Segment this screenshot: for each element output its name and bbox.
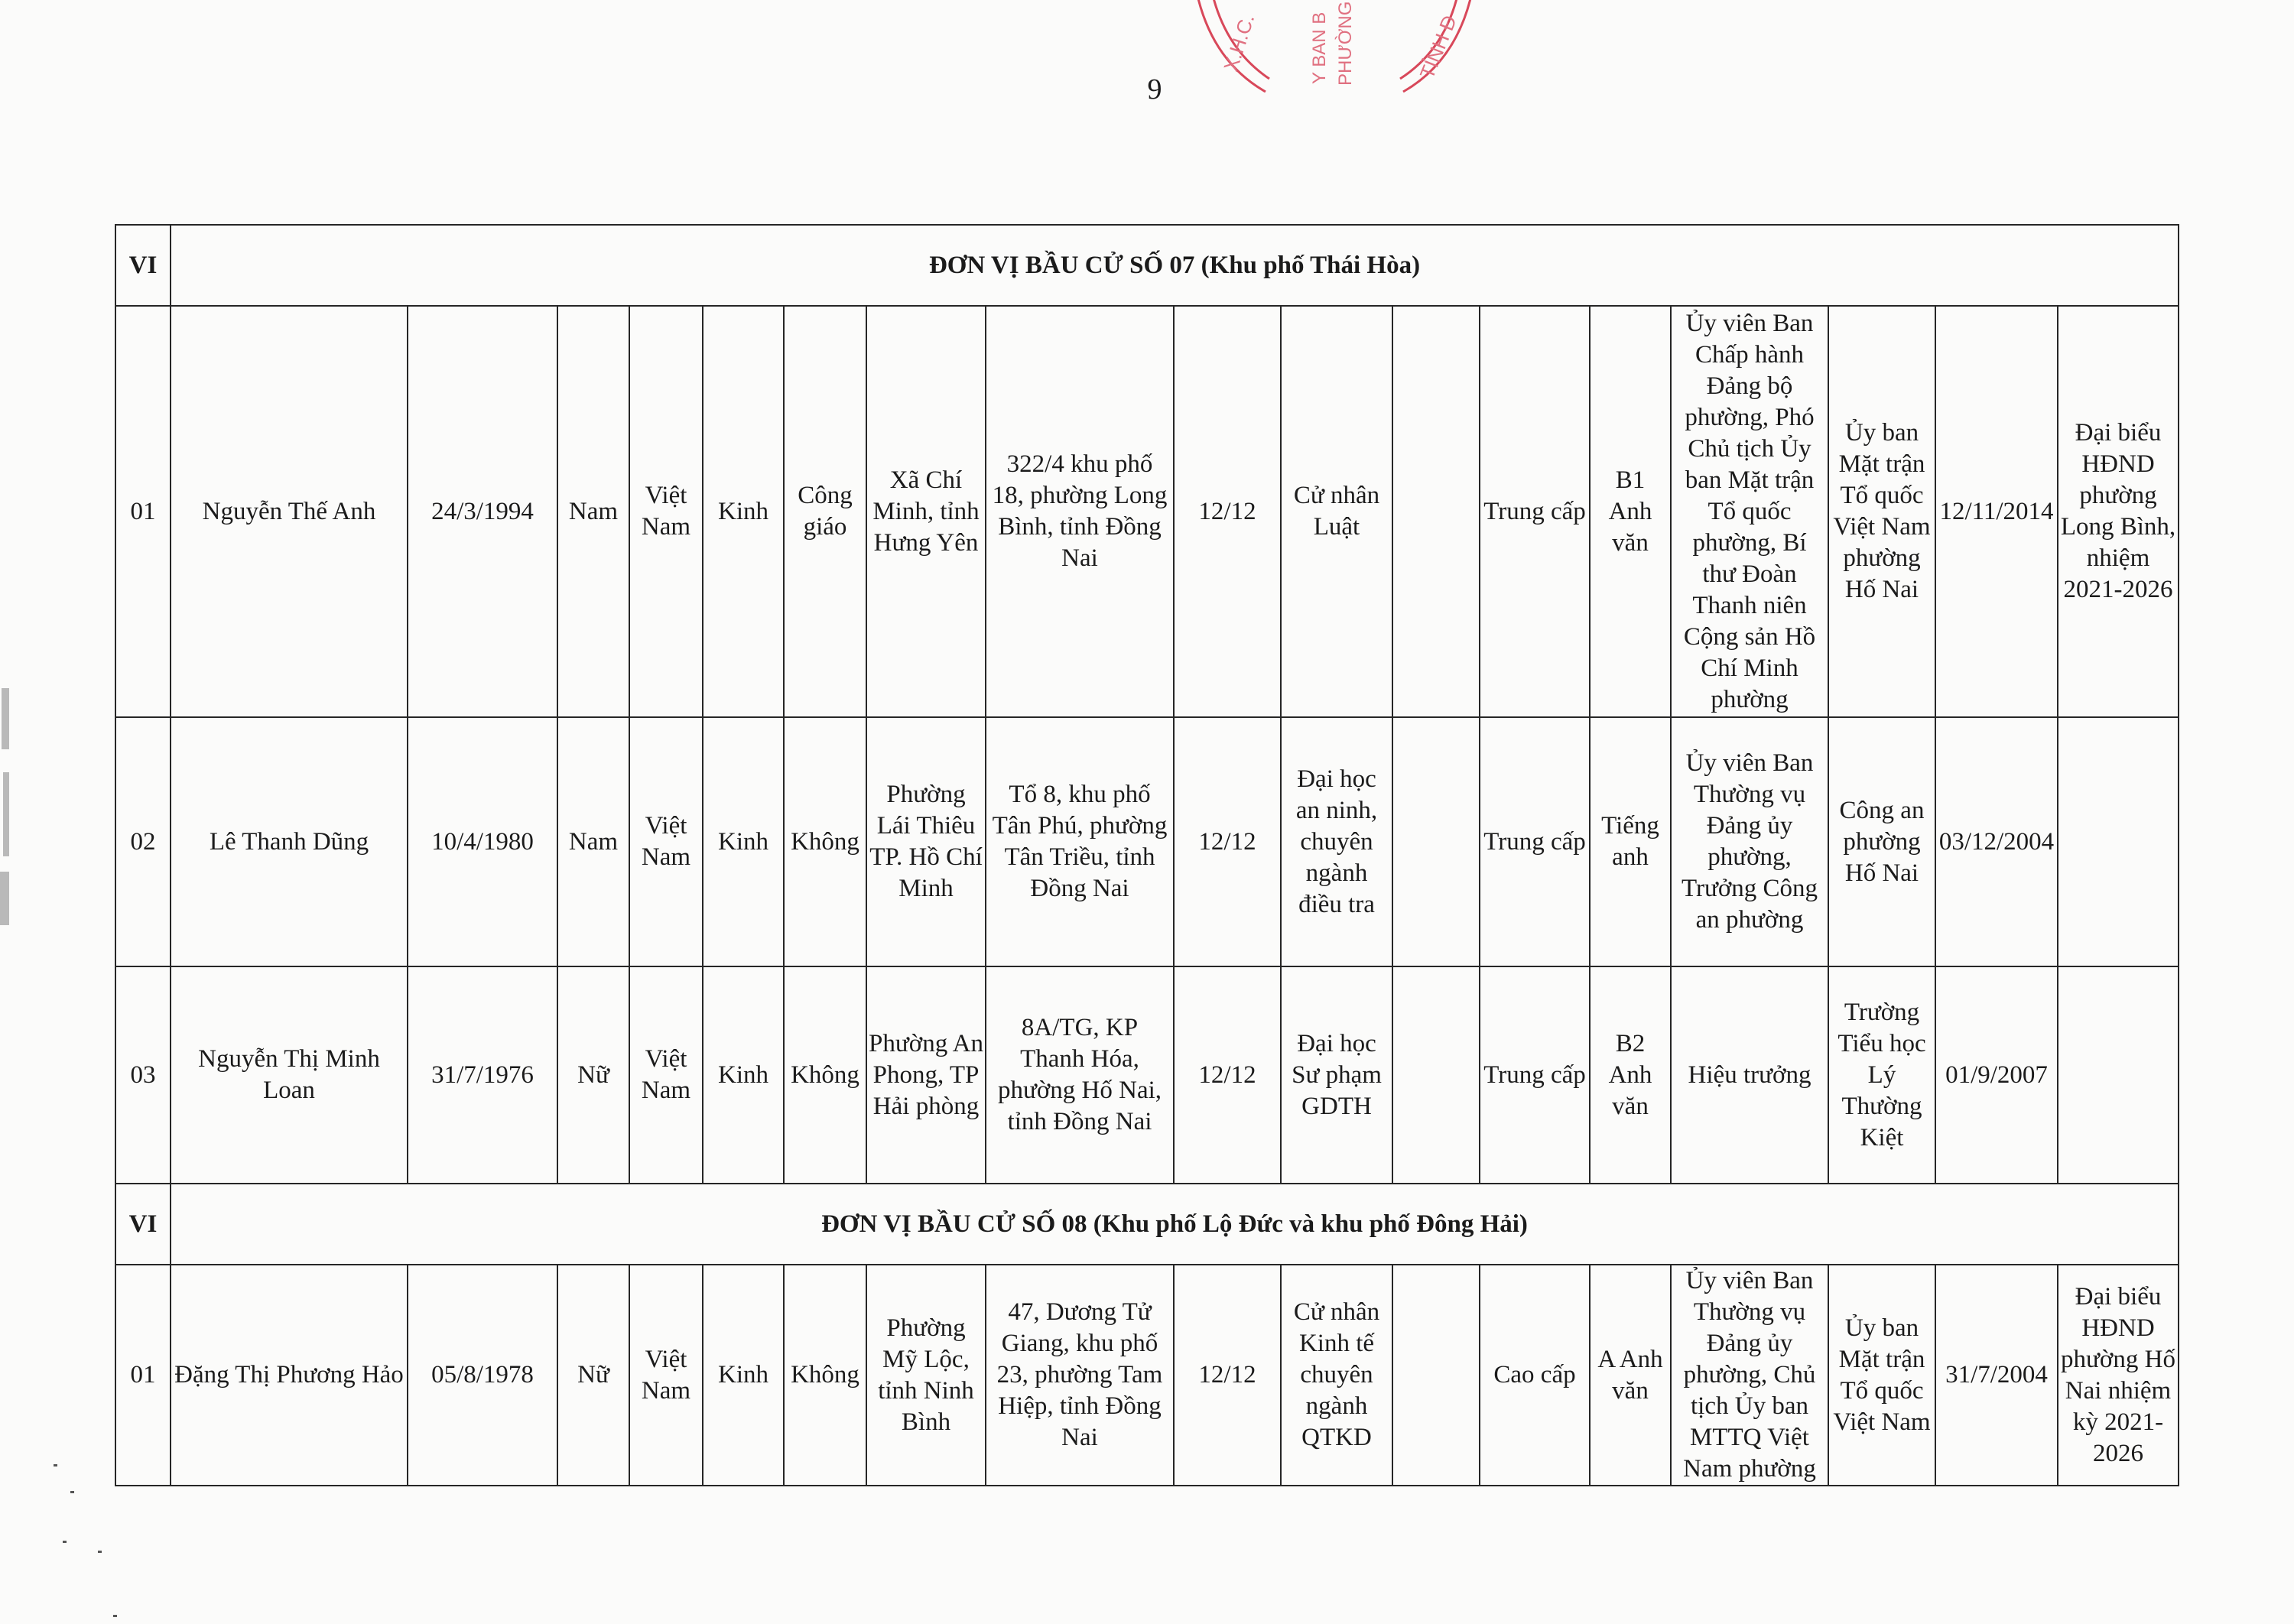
cell-party-date: 03/12/2004 [1935,717,2058,966]
cell-political-theory: Cao cấp [1480,1265,1590,1486]
cell-dob: 24/3/1994 [408,306,557,717]
cell-political-theory: Trung cấp [1480,966,1590,1184]
scan-speck [63,1541,67,1543]
cell-political-theory: Trung cấp [1480,306,1590,717]
section-roman: VI [115,225,171,306]
cell-ethnicity: Kinh [703,1265,784,1486]
cell-academic [1392,1265,1480,1486]
table-row [115,966,2179,1184]
cell-nationality: Việt Nam [629,717,703,966]
cell-religion: Không [784,1265,866,1486]
cell-gender: Nam [557,306,629,717]
section-title: ĐƠN VỊ BẦU CỬ SỐ 08 (Khu phố Lộ Đức và khu phố Đông Hải) [171,1184,2179,1265]
scan-speck [54,1464,57,1466]
cell-ethnicity: Kinh [703,966,784,1184]
cell-gender: Nam [557,717,629,966]
cell-workplace: Trường Tiểu học Lý Thường Kiệt [1828,966,1935,1184]
cell-council-member: Đại biểu HĐND phường Hố Nai nhiệm kỳ 2021-2026 [2058,1265,2179,1486]
cell-position: Ủy viên Ban Chấp hành Đảng bộ phường, Phó Chủ tịch Ủy ban Mặt trận Tổ quốc phường, Bí thư Đoàn Thanh niên Cộng sản Hồ Chí Minh phường [1671,306,1828,717]
section-roman: VI [115,1184,171,1265]
cell-workplace: Ủy ban Mặt trận Tổ quốc Việt Nam phường Hố Nai [1828,306,1935,717]
cell-council-member [2058,966,2179,1184]
cell-council-member [2058,717,2179,966]
scan-edge-artifact [0,673,17,948]
cell-nationality: Việt Nam [629,966,703,1184]
scan-speck [70,1491,74,1493]
cell-foreign-language: Tiếng anh [1590,717,1671,966]
scan-speck [98,1551,102,1553]
section-header-row [115,225,2179,306]
stamp-text-2: Y BAN B [1309,11,1330,84]
cell-nationality: Việt Nam [629,306,703,717]
red-seal-stamp [1181,0,1503,99]
cell-gender: Nữ [557,1265,629,1486]
cell-religion: Không [784,717,866,966]
cell-party-date: 12/11/2014 [1935,306,2058,717]
cell-professional: Đại học Sư phạm GDTH [1281,966,1392,1184]
table-row [115,306,2179,717]
cell-general-education: 12/12 [1174,1265,1281,1486]
stamp-text-4: TỈNH Đ [1415,11,1462,83]
stamp-text-1: X.H.C. [1219,11,1259,74]
cell-general-education: 12/12 [1174,966,1281,1184]
cell-party-date: 01/9/2007 [1935,966,2058,1184]
cell-academic [1392,306,1480,717]
cell-general-education: 12/12 [1174,717,1281,966]
cell-workplace: Ủy ban Mặt trận Tổ quốc Việt Nam [1828,1265,1935,1486]
cell-stt: 01 [115,1265,171,1486]
section-header-row [115,1184,2179,1265]
cell-name: Nguyễn Thế Anh [171,306,408,717]
cell-gender: Nữ [557,966,629,1184]
cell-name: Nguyễn Thị Minh Loan [171,966,408,1184]
cell-stt: 01 [115,306,171,717]
candidate-table [115,224,2179,1486]
cell-religion: Công giáo [784,306,866,717]
cell-foreign-language: A Anh văn [1590,1265,1671,1486]
cell-professional: Cử nhân Kinh tế chuyên ngành QTKD [1281,1265,1392,1486]
cell-dob: 31/7/1976 [408,966,557,1184]
cell-religion: Không [784,966,866,1184]
cell-residence: Tổ 8, khu phố Tân Phú, phường Tân Triều, tỉnh Đồng Nai [986,717,1174,966]
cell-hometown: Phường Mỹ Lộc, tỉnh Ninh Bình [866,1265,986,1486]
table-row [115,717,2179,966]
cell-name: Lê Thanh Dũng [171,717,408,966]
cell-stt: 02 [115,717,171,966]
cell-residence: 322/4 khu phố 18, phường Long Bình, tỉnh Đồng Nai [986,306,1174,717]
stamp-text-3: PHƯỜNG [1335,1,1356,86]
page-number: 9 [1147,73,1162,106]
cell-dob: 05/8/1978 [408,1265,557,1486]
cell-hometown: Phường Lái Thiêu TP. Hồ Chí Minh [866,717,986,966]
scan-speck [113,1615,117,1617]
cell-name: Đặng Thị Phương Hảo [171,1265,408,1486]
cell-dob: 10/4/1980 [408,717,557,966]
cell-workplace: Công an phường Hố Nai [1828,717,1935,966]
cell-position: Ủy viên Ban Thường vụ Đảng ủy phường, Trưởng Công an phường [1671,717,1828,966]
cell-academic [1392,717,1480,966]
cell-residence: 8A/TG, KP Thanh Hóa, phường Hố Nai, tỉnh Đồng Nai [986,966,1174,1184]
cell-academic [1392,966,1480,1184]
cell-foreign-language: B2 Anh văn [1590,966,1671,1184]
cell-hometown: Xã Chí Minh, tỉnh Hưng Yên [866,306,986,717]
cell-foreign-language: B1 Anh văn [1590,306,1671,717]
cell-residence: 47, Dương Tử Giang, khu phố 23, phường Tam Hiệp, tỉnh Đồng Nai [986,1265,1174,1486]
cell-professional: Cử nhân Luật [1281,306,1392,717]
cell-ethnicity: Kinh [703,306,784,717]
cell-position: Ủy viên Ban Thường vụ Đảng ủy phường, Chủ tịch Ủy ban MTTQ Việt Nam phường [1671,1265,1828,1486]
table-row [115,1265,2179,1486]
cell-stt: 03 [115,966,171,1184]
cell-hometown: Phường An Phong, TP Hải phòng [866,966,986,1184]
cell-general-education: 12/12 [1174,306,1281,717]
section-title: ĐƠN VỊ BẦU CỬ SỐ 07 (Khu phố Thái Hòa) [171,225,2179,306]
cell-political-theory: Trung cấp [1480,717,1590,966]
cell-council-member: Đại biểu HĐND phường Long Bình, nhiệm 2021-2026 [2058,306,2179,717]
cell-party-date: 31/7/2004 [1935,1265,2058,1486]
cell-professional: Đại học an ninh, chuyên ngành điều tra [1281,717,1392,966]
cell-position: Hiệu trưởng [1671,966,1828,1184]
cell-ethnicity: Kinh [703,717,784,966]
cell-nationality: Việt Nam [629,1265,703,1486]
